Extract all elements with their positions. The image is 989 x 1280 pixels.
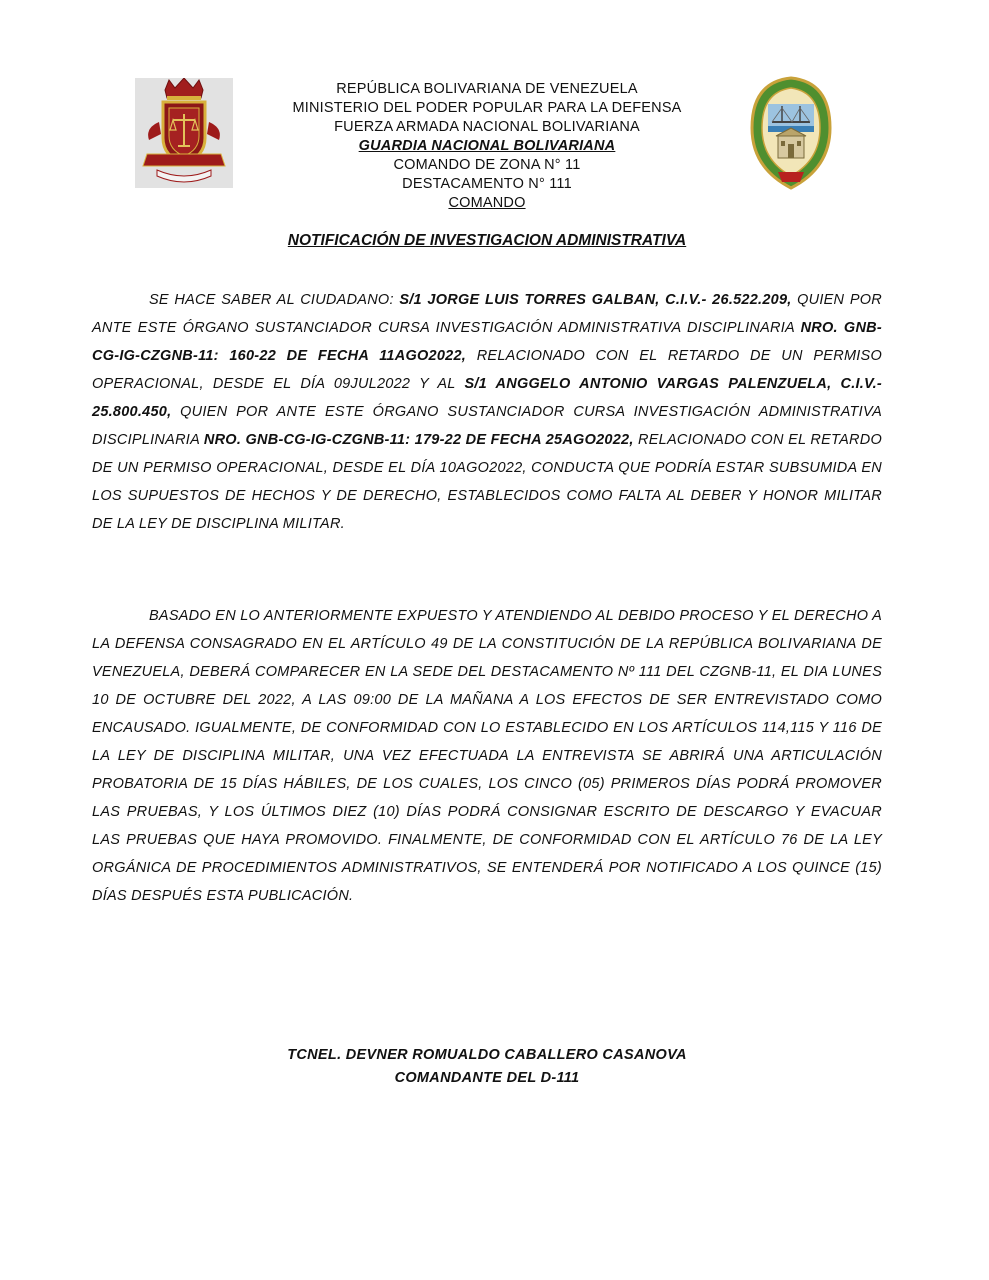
- letterhead: [250, 80, 724, 213]
- citizen-1-identification: S/1 JORGE LUIS TORRES GALBAN, C.I.V.- 26.522.209,: [399, 292, 792, 308]
- summons-paragraph: BASADO EN LO ANTERIORMENTE EXPUESTO Y ATENDIENDO AL DEBIDO PROCESO Y EL DERECHO A LA DEFENSA CONSAGRADO EN EL ARTÍCULO 49 DE LA CONSTITUCIÓN DE LA REPÚBLICA BOLIVARIANA DE VENEZUELA, DEBERÁ COMPARECER EN LA SEDE DEL DESTACAMENTO Nº 111 DEL CZGNB-11, EL DIA LUNES 10 DE OCTUBRE DEL 2022, A LAS 09:00 DE LA MAÑANA A LOS EFECTOS DE SER ENTREVISTADO COMO ENCAUSADO. IGUALMENTE, DE CONFORMIDAD CON LO ESTABLECIDO EN LOS ARTÍCULOS 114,115 Y 116 DE LA LEY DE DISCIPLINA MILITAR, UNA VEZ EFECTUADA LA ENTREVISTA SE ABRIRÁ UNA ARTICULACIÓN PROBATORIA DE 15 DÍAS HÁBILES, DE LOS CUALES, LOS CINCO (05) PRIMEROS DÍAS PODRÁ PROMOVER LAS PRUEBAS, Y LOS ÚLTIMOS DIEZ (10) DÍAS PODRÁ CONSIGNAR ESCRITO DE DESCARGO Y EVACUAR LAS PRUEBAS QUE HAYA PROMOVIDO. FINALMENTE, DE CONFORMIDAD CON EL ARTÍCULO 76 DE LA LEY ORGÁNICA DE PROCEDIMIENTOS ADMINISTRATIVOS, SE ENTENDERÁ POR NOTIFICADO A LOS QUINCE (15) DÍAS DESPUÉS ESTA PUBLICACIÓN.: [92, 608, 882, 904]
- case-number-1: NRO. GNB-CG-IG-CZGNB-11: 160-22 DE FECHA 11AGO2022,: [92, 320, 882, 364]
- header-zone-command: COMANDO DE ZONA N° 11: [393, 157, 581, 173]
- paragraph-text: RELACIONADO CON EL RETARDO DE UN PERMISO OPERACIONAL, DESDE EL DÍA 09JUL2022 Y AL: [92, 348, 882, 392]
- signatory-position: COMANDANTE DEL D-111: [394, 1070, 580, 1086]
- citizen-2-identification: S/1 ANGGELO ANTONIO VARGAS PALENZUELA, C.I.V.- 25.800.450,: [92, 376, 883, 420]
- header-detachment: DESTACAMENTO N° 111: [402, 176, 572, 192]
- paragraph-text: QUIEN POR ANTE ESTE ÓRGANO SUSTANCIADOR CURSA INVESTIGACIÓN ADMINISTRATIVA DISCIPLINARIA: [92, 292, 883, 336]
- header-armed-force: FUERZA ARMADA NACIONAL BOLIVARIANA: [334, 119, 640, 135]
- signature-block: [92, 1044, 882, 1090]
- header-command: COMANDO: [448, 195, 526, 211]
- paragraph-text: RELACIONADO CON EL RETARDO DE UN PERMISO OPERACIONAL, DESDE EL DÍA 10AGO2022, CONDUCTA QUE PODRÍA ESTAR SUBSUMIDA EN LOS SUPUESTOS DE HECHOS Y DE DERECHO, ESTABLECIDOS COMO FALTA AL DEBER Y HONOR MILITAR DE LA LEY DE DISCIPLINA MILITAR.: [92, 432, 882, 532]
- notification-paragraph: [92, 286, 882, 538]
- header-country: REPÚBLICA BOLIVARIANA DE VENEZUELA: [336, 81, 638, 97]
- header-ministry: MINISTERIO DEL PODER POPULAR PARA LA DEFENSA: [292, 100, 682, 116]
- header-guardia-nacional: GUARDIA NACIONAL BOLIVARIANA: [358, 138, 616, 154]
- case-number-2: NRO. GNB-CG-IG-CZGNB-11: 179-22 DE FECHA 25AGO2022,: [203, 432, 634, 448]
- paragraph-text: SE HACE SABER AL CIUDADANO:: [149, 292, 400, 308]
- document-title: NOTIFICACIÓN DE INVESTIGACION ADMINISTRATIVA: [287, 232, 687, 249]
- paragraph-text: QUIEN POR ANTE ESTE ÓRGANO SUSTANCIADOR CURSA INVESTIGACIÓN ADMINISTRATIVA DISCIPLINARIA: [92, 404, 882, 448]
- destacamento-111-shield-icon: [750, 76, 832, 190]
- signatory-name: TCNEL. DEVNER ROMUALDO CABALLERO CASANOVA: [287, 1047, 687, 1063]
- guardia-nacional-crest-icon: [135, 78, 233, 188]
